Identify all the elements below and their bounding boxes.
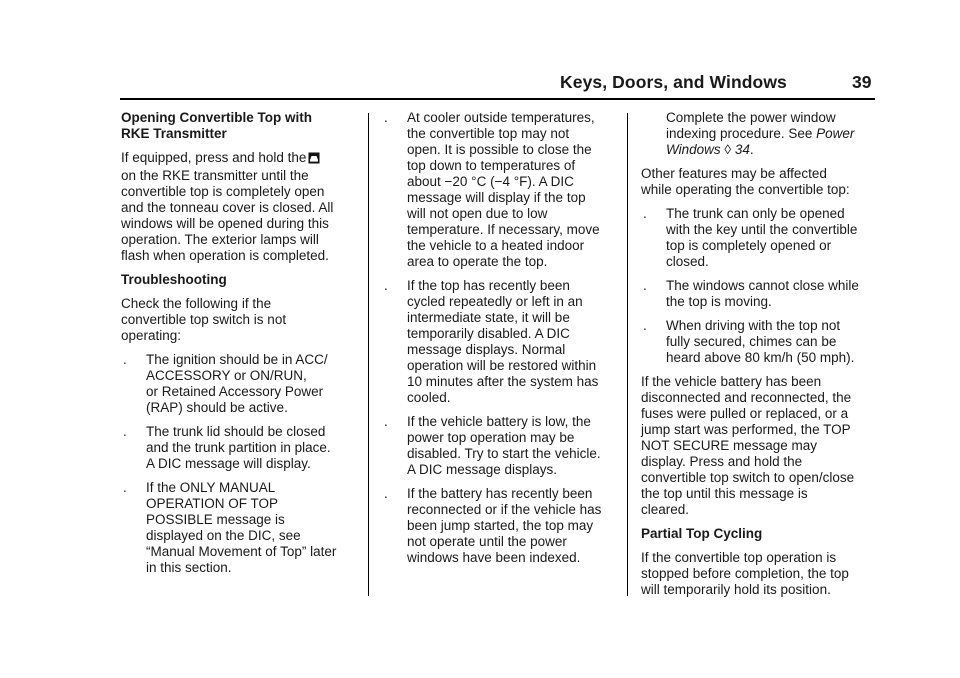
text-line: not operate until the power xyxy=(407,534,567,549)
text-line: will not open due to low xyxy=(407,206,548,221)
text-line: message displays. Normal xyxy=(407,342,566,357)
text-line: NOT SECURE message may xyxy=(641,438,818,453)
bullet-marker: . xyxy=(643,278,647,293)
text-line: and the trunk partition in place. xyxy=(146,440,331,455)
column-divider-2 xyxy=(627,113,628,596)
text-line: cooled. xyxy=(407,390,451,405)
text-line: open. It is possible to close the xyxy=(407,142,592,157)
bullet-marker: . xyxy=(123,424,127,439)
text-line: temperature. If necessary, move xyxy=(407,222,600,237)
text-fragment: If equipped, press and hold the xyxy=(121,150,307,165)
list-item xyxy=(641,206,881,270)
bullet-marker: . xyxy=(643,206,647,221)
text-line: The windows cannot close while xyxy=(666,278,859,293)
text-line: with the key until the convertible xyxy=(666,222,858,237)
text-line: the top is moving. xyxy=(666,294,772,309)
list-item xyxy=(121,480,361,576)
header-divider xyxy=(120,98,875,100)
text-line: At cooler outside temperatures, xyxy=(407,110,595,125)
column-1 xyxy=(121,110,361,576)
text-line: The trunk can only be opened xyxy=(666,206,845,221)
bullet-marker: . xyxy=(643,318,647,333)
text-line xyxy=(121,150,361,168)
text-line: flash when operation is completed. xyxy=(121,248,329,263)
heading-opening-convertible-top xyxy=(121,110,361,142)
list-item xyxy=(641,278,881,310)
list-item xyxy=(121,352,361,416)
text-line: convertible top switch is not xyxy=(121,312,287,327)
bullet-marker: . xyxy=(123,352,127,367)
text-line: area to operate the top. xyxy=(407,254,548,269)
text-line: If the vehicle battery is low, the xyxy=(407,414,591,429)
text-line: power top operation may be xyxy=(407,430,575,445)
heading-line: Opening Convertible Top with xyxy=(121,110,312,125)
bullet-marker: . xyxy=(123,480,127,495)
text-line: the vehicle to a heated indoor xyxy=(407,238,585,253)
column-2 xyxy=(382,110,622,566)
text-line: If the ONLY MANUAL xyxy=(146,480,276,495)
text-line: The ignition should be in ACC/ xyxy=(146,352,328,367)
text-line: stopped before completion, the top xyxy=(641,566,849,581)
paragraph-battery xyxy=(641,374,881,518)
column-3 xyxy=(641,110,881,598)
text-line: (RAP) should be active. xyxy=(146,400,288,415)
text-line: cleared. xyxy=(641,502,690,517)
text-line: fuses were pulled or replaced, or a xyxy=(641,406,849,421)
list-item xyxy=(382,486,622,566)
text-line: displayed on the DIC, see xyxy=(146,528,301,543)
text-line: the convertible top may not xyxy=(407,126,570,141)
text-line: convertible top switch to open/close xyxy=(641,470,855,485)
text-line: heard above 80 km/h (50 mph). xyxy=(666,350,855,365)
text-line: A DIC message displays. xyxy=(407,462,558,477)
text-line: A DIC message will display. xyxy=(146,456,311,471)
text-line: reconnected or if the vehicle has xyxy=(407,502,602,517)
bullet-marker: . xyxy=(384,414,388,429)
column-divider-1 xyxy=(368,113,369,596)
text-line: jump start was performed, the TOP xyxy=(641,422,851,437)
text-line: cycled repeatedly or left in an xyxy=(407,294,583,309)
heading-troubleshooting: Troubleshooting xyxy=(121,272,227,287)
text-line: in this section. xyxy=(146,560,232,575)
list-item xyxy=(382,110,622,270)
text-line: ACCESSORY or ON/RUN, xyxy=(146,368,307,383)
text-line: on the RKE transmitter until the xyxy=(121,168,309,183)
paragraph-rke xyxy=(121,150,361,264)
page-reference-icon: ◊ xyxy=(724,142,732,157)
text-line: When driving with the top not xyxy=(666,318,841,333)
text-line: and the tonneau cover is closed. All xyxy=(121,200,334,215)
text-line: disabled. Try to start the vehicle. xyxy=(407,446,601,461)
power-windows-link[interactable]: Windows xyxy=(666,142,721,157)
list-item xyxy=(641,318,881,366)
page-reference-link[interactable]: 34 xyxy=(734,142,750,157)
text-line xyxy=(666,126,881,142)
text-line: message will display if the top xyxy=(407,190,586,205)
list-item xyxy=(382,414,622,478)
text-line: while operating the convertible top: xyxy=(641,182,850,197)
text-line: windows will be opened during this xyxy=(121,216,329,231)
text-line: If the top has recently been xyxy=(407,278,570,293)
text-line: 10 minutes after the system has xyxy=(407,374,599,389)
text-line: been jump started, the top may xyxy=(407,518,594,533)
text-line xyxy=(666,142,881,158)
paragraph-partial xyxy=(641,550,881,598)
text-line: the top until this message is xyxy=(641,486,808,501)
text-line: POSSIBLE message is xyxy=(146,512,285,527)
page-number: 39 xyxy=(852,72,872,92)
text-line: about −20 °C (−4 °F). A DIC xyxy=(407,174,574,189)
text-line: Complete the power window xyxy=(666,110,836,125)
bullet-marker: . xyxy=(384,278,388,293)
text-line: If the battery has recently been xyxy=(407,486,593,501)
heading-line: RKE Transmitter xyxy=(121,126,227,141)
text-line: intermediate state, it will be xyxy=(407,310,570,325)
text-line: fully secured, chimes can be xyxy=(666,334,837,349)
text-line: top is completely opened or xyxy=(666,238,832,253)
text-line: Other features may be affected xyxy=(641,166,827,181)
text-fragment: indexing procedure. See xyxy=(666,126,817,141)
text-line: “Manual Movement of Top” later xyxy=(146,544,337,559)
section-title: Keys, Doors, and Windows xyxy=(560,72,787,92)
text-line: If the convertible top operation is xyxy=(641,550,837,565)
heading-partial-top-cycling: Partial Top Cycling xyxy=(641,526,763,541)
text-line: Check the following if the xyxy=(121,296,272,311)
text-line: convertible top is completely open xyxy=(121,184,325,199)
text-line: or Retained Accessory Power xyxy=(146,384,324,399)
text-line: If the vehicle battery has been xyxy=(641,374,822,389)
text-line: closed. xyxy=(666,254,709,269)
text-fragment: . xyxy=(749,142,754,157)
text-line: operation. The exterior lamps will xyxy=(121,232,319,247)
convertible-top-key-icon xyxy=(308,152,320,168)
text-line: will temporarily hold its position. xyxy=(641,582,831,597)
bullet-continuation xyxy=(641,110,881,158)
text-line: top down to temperatures of xyxy=(407,158,576,173)
bullet-marker: . xyxy=(384,486,388,501)
text-line: disconnected and reconnected, the xyxy=(641,390,852,405)
text-line: display. Press and hold the xyxy=(641,454,803,469)
list-item xyxy=(382,278,622,406)
power-windows-link[interactable]: Power xyxy=(816,126,855,141)
text-line: OPERATION OF TOP xyxy=(146,496,279,511)
text-line: operation will be restored within xyxy=(407,358,597,373)
text-line: temporarily disabled. A DIC xyxy=(407,326,570,341)
paragraph-other-features xyxy=(641,166,881,198)
text-line: operating: xyxy=(121,328,182,343)
text-line: The trunk lid should be closed xyxy=(146,424,326,439)
bullet-marker: . xyxy=(384,110,388,125)
text-line: windows have been indexed. xyxy=(407,550,581,565)
list-item xyxy=(121,424,361,472)
paragraph-check xyxy=(121,296,361,344)
